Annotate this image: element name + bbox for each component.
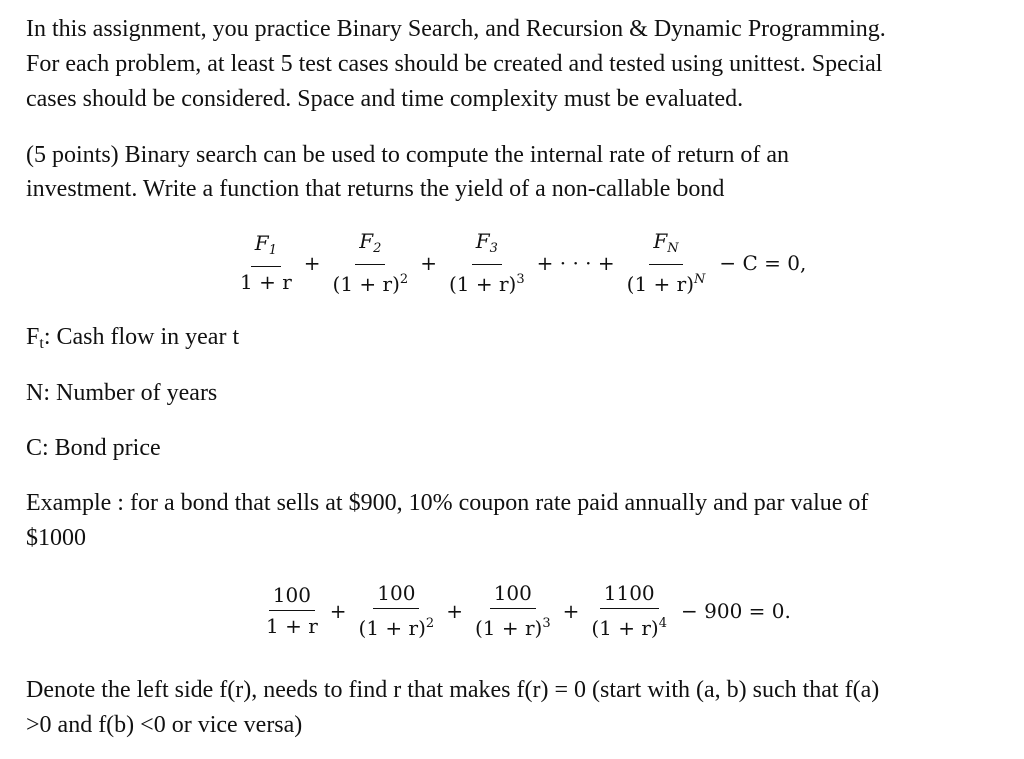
numerator: $F_N$ bbox=[649, 229, 682, 265]
definition-n: N: Number of years bbox=[26, 380, 218, 406]
equation-tail: − C = 0, bbox=[719, 250, 807, 275]
bond-yield-formula bbox=[232, 229, 806, 296]
numerator: 1100 bbox=[600, 581, 659, 609]
intro-line-3: cases should be considered. Space and time complexity must be evaluated. bbox=[26, 86, 744, 112]
numerator: 100 bbox=[269, 583, 315, 611]
fraction-term-2 bbox=[329, 229, 413, 296]
definition-c: C: Bond price bbox=[26, 435, 161, 461]
denominator: $(1 + r)^2$ bbox=[332, 272, 409, 296]
plus-sign: + bbox=[562, 598, 580, 623]
ellipsis: + · · · + bbox=[536, 250, 615, 275]
fraction-term-1 bbox=[236, 231, 296, 294]
numerator: $F_2$ bbox=[355, 229, 385, 265]
conclusion-line-1: Denote the left side f(r), needs to find r that makes f(r) = 0 (start with (a, b) such that f(a) bbox=[26, 677, 880, 703]
example-line-1: Example : for a bond that sells at $900, 10% coupon rate paid annually and par value of bbox=[26, 490, 869, 516]
example-line-2: $1000 bbox=[26, 525, 86, 551]
intro-line-1: In this assignment, you practice Binary Search, and Recursion & Dynamic Programming. bbox=[26, 16, 886, 42]
numerator: $F_1$ bbox=[251, 231, 281, 267]
plus-sign: + bbox=[446, 598, 463, 623]
fraction-term-3 bbox=[471, 581, 555, 640]
plus-sign: + bbox=[420, 250, 437, 275]
fraction-term-2 bbox=[355, 581, 439, 640]
denominator: 1 + r bbox=[266, 614, 318, 638]
problem-line-2: investment. Write a function that returns the yield of a non-callable bond bbox=[26, 176, 725, 202]
conclusion-line-2: >0 and f(b) <0 or vice versa) bbox=[26, 712, 303, 738]
denominator: $(1 + r)^2$ bbox=[358, 616, 435, 640]
equation-tail: − 900 = 0. bbox=[681, 598, 791, 623]
numerator: $F_3$ bbox=[472, 229, 502, 265]
plus-sign: + bbox=[329, 598, 347, 623]
plus-sign: + bbox=[303, 250, 321, 275]
denominator: $(1 + r)^3$ bbox=[474, 616, 551, 640]
fraction-term-3 bbox=[445, 229, 529, 296]
definition-ft: Ft: Cash flow in year t bbox=[26, 324, 240, 352]
denominator: $(1 + r)^4$ bbox=[591, 616, 668, 640]
fraction-term-n bbox=[623, 229, 710, 296]
problem-line-1: (5 points) Binary search can be used to compute the internal rate of return of an bbox=[26, 142, 790, 168]
fraction-term-4 bbox=[587, 581, 671, 640]
fraction-term-1 bbox=[262, 583, 322, 638]
numerator: 100 bbox=[373, 581, 419, 609]
example-formula bbox=[258, 581, 791, 640]
numerator: 100 bbox=[490, 581, 536, 609]
denominator: $(1 + r)^N$ bbox=[626, 272, 706, 296]
denominator: $(1 + r)^3$ bbox=[448, 272, 525, 296]
denominator: 1 + r bbox=[240, 270, 292, 294]
intro-line-2: For each problem, at least 5 test cases should be created and tested using unittest. Special bbox=[26, 51, 883, 77]
